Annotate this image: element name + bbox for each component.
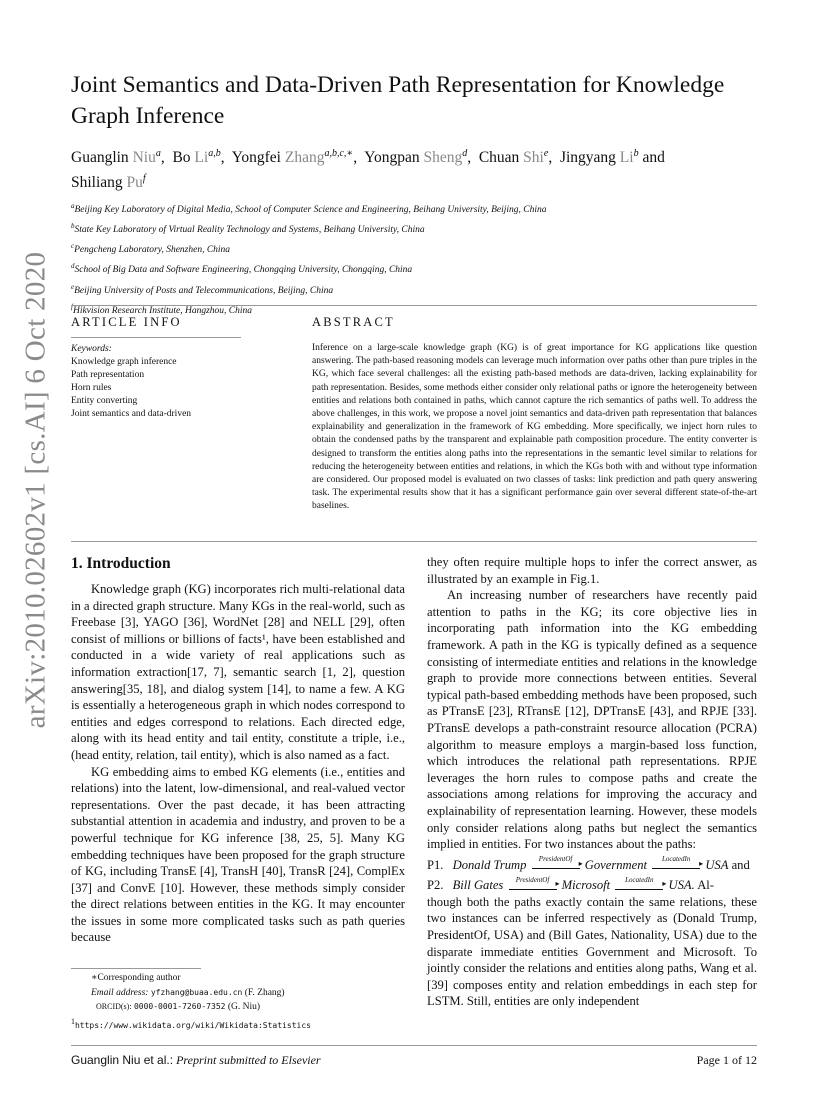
- author-list: Guanglin Niu$^a$, Bo Li$^{a,b}$, Yongfei Zhang$^{a,b,c,∗}$, Yongpan Sheng$^d$, Chuan Shi$^e$, Jingyang Li$^b$ and Shiliang Pu$^f$: [71, 148, 665, 192]
- affiliation-list: [71, 198, 771, 319]
- footnote-divider: [71, 968, 201, 969]
- abstract-heading: ABSTRACT: [312, 315, 395, 329]
- author: Shiliang Pu$^f$: [71, 173, 146, 192]
- footer-authors: Guanglin Niu et al.:: [71, 1053, 174, 1067]
- affiliation: $^c$Pengcheng Laboratory, Shenzhen, China: [71, 242, 231, 256]
- abstract-text: Inference on a large-scale knowledge graph (KG) is of great importance for KG applications like question answering. The path-based reasoning models can leverage much information over paths other than pure triples in the KG, which face several challenges: all the existing path-based methods are data-driven, lacking explainability for path representation. Besides, some methods either consider only relational paths or ignore the heterogeneity between entities and relations both contained in paths, which cannot capture the rich semantics of paths well. To address the above challenges, in this work, we propose a novel joint semantics and data-driven path representation that balances explainability and generalization in the framework of KG embedding. More specifically, we inject horn rules to obtain the condensed paths by the transparent and explainable path composition procedure. The entity converter is designed to transform the entities along paths into the representations in the semantic level similar to relations for reducing the heterogeneity between entities and relations, in which the KGs both with and without type information are considered. Our proposed model is evaluated on two classes of tasks: link prediction and path query answering task. The experimental results show that it has a significant performance gain over several different state-of-the-art baselines.: [312, 343, 757, 512]
- abstract-divider: [71, 541, 757, 542]
- article-info-divider: [71, 337, 241, 338]
- footnotes: [71, 972, 405, 1033]
- keyword: Knowledge graph inference: [71, 357, 177, 368]
- author: Yongfei Zhang$^{a,b,c,∗}$: [231, 148, 354, 167]
- paragraph: though both the paths exactly contain the same relations, these two instances can be inferred respectively as (Donald Trump, PresidentOf, USA) and (Bill Gates, Nationality, USA) due to the disparate immediate entities Government and Microsoft. To jointly consider the relations and entities along paths, Wang et al. [39] composes entity and relation embeddings in each step for LSTM. Still, entities are only independent: [427, 894, 757, 1009]
- affiliation: $^e$Beijing University of Posts and Telecommunications, Beijing, China: [71, 282, 334, 296]
- paragraph: KG embedding aims to embed KG elements (i.e., entities and relations) into the latent, low-dimensional, and real-valued vector representations. Over the past decade, it has been attracting substantial attention in academia and industry, and proven to be a powerful technique for KG inference [38, 25, 5]. Many KG embedding techniques have been proposed for the graph structure of KG, including TransE [4], TransH [40], TransR [24], ComplEx [37] and ConvE [10]. However, these methods simply consider the direct relations between entities in the KG. It may encounter the issues in some more complicated tasks such as path queries because: [71, 764, 405, 945]
- footer-divider: [71, 1045, 757, 1046]
- footer-note: Preprint submitted to Elsevier: [176, 1053, 321, 1067]
- path-example-1: P1. Donald Trump PresidentOf ▸ Government LocatedIn ▸ USA and: [427, 855, 750, 872]
- author: Jingyang Li$^b$: [559, 148, 639, 167]
- paragraph: they often require multiple hops to infer the correct answer, as illustrated by an example in Fig.1.: [427, 555, 757, 586]
- footnote-1: $^1$https://www.wikidata.org/wiki/Wikidata:Statistics: [71, 1016, 311, 1030]
- author: Guanglin Niu$^a$: [71, 148, 161, 167]
- path-example-2: P2. Bill Gates PresidentOf ▸ Microsoft LocatedIn ▸ USA. Al-: [427, 875, 714, 893]
- author: Yongpan Sheng$^d$: [364, 148, 468, 167]
- wikidata-link[interactable]: https://www.wikidata.org/wiki/Wikidata:Statistics: [74, 1020, 311, 1030]
- paper-title: Joint Semantics and Data-Driven Path Representation for Knowledge Graph Inference: [71, 72, 725, 129]
- right-column: [427, 554, 757, 1010]
- author: Chuan Shi$^e$: [478, 148, 549, 167]
- paragraph: An increasing number of researchers have recently paid attention to paths in the KG; its core objective lies in incorporating path information into the KG embedding framework. A path in the KG is typically defined as a sequence consisting of intermediate entities and relations in the knowledge graph to provide more connections between entities. Several typical path-based embedding methods have been proposed, such as PTransE [23], RTransE [12], DPTransE [43], and RPJE [33]. PTransE develops a path-constraint resource allocation (PCRA) algorithm to measure employs a margin-based loss function, which introduces the relational path representations. RPJE leverages the horn rules to compose paths and create the associations among relations for improving the accuracy and explainability of representation learning. However, these models only consider relations along paths but neglect the semantics implied in entities. For two instances about the paths:: [427, 588, 757, 852]
- affiliation: $^d$School of Big Data and Software Engineering, Chongqing University, Chongqing, China: [71, 262, 413, 276]
- keyword: Entity converting: [71, 396, 138, 407]
- orcid-note: ORCID(s): 0000-0001-7260-7352 (G. Niu): [96, 1002, 261, 1012]
- article-info-heading: ARTICLE INFO: [71, 315, 182, 329]
- keyword: Path representation: [71, 370, 145, 381]
- section-heading: 1. Introduction: [71, 555, 171, 572]
- top-divider: [71, 305, 757, 306]
- arxiv-sidebar: [0, 0, 68, 1104]
- keywords-label: Keywords:: [71, 344, 112, 354]
- email-note: Email address: yfzhang@buaa.edu.cn (F. Zhang): [91, 987, 285, 998]
- keyword: Horn rules: [71, 383, 112, 394]
- author: Bo Li$^{a,b}$: [172, 148, 221, 167]
- affiliation: $^f$Hikvision Research Institute, Hangzhou, China: [71, 302, 253, 316]
- affiliation: $^b$State Key Laboratory of Virtual Reality Technology and Systems, Beihang University, China: [71, 222, 425, 236]
- paragraph: Knowledge graph (KG) incorporates rich multi-relational data in a directed graph structure. Many KGs in the real-world, such as Freebase [3], YAGO [36], WordNet [28] and NELL [29], often consist of millions or billions of facts¹, have been established and conducted in a wide variety of real applications such as information extraction[17, 7], semantic search [1, 2], question answering[35, 18], and dialog system [14], to name a few. A KG is essentially a heterogeneous graph in which nodes correspond to entities and edges correspond to relations. Each directed edge, along with its head entity and tail entity, constitute a triple, i.e., (head entity, relation, tail entity), which is also named as a fact.: [71, 582, 405, 762]
- page-number: Page 1 of 12: [696, 1053, 757, 1067]
- corresponding-note: ∗Corresponding author: [91, 973, 181, 983]
- keywords-block: [71, 343, 291, 422]
- email-link[interactable]: yfzhang@buaa.edu.cn: [150, 987, 243, 997]
- page-footer: [71, 1053, 757, 1068]
- left-column: [71, 581, 405, 946]
- keyword: Joint semantics and data-driven: [71, 409, 192, 420]
- arxiv-identifier: arXiv:2010.02602v1 [cs.AI] 6 Oct 2020: [19, 251, 52, 729]
- affiliation: $^a$Beijing Key Laboratory of Digital Media, School of Computer Science and Engineering, Beihang University, Beijing, China: [71, 202, 547, 216]
